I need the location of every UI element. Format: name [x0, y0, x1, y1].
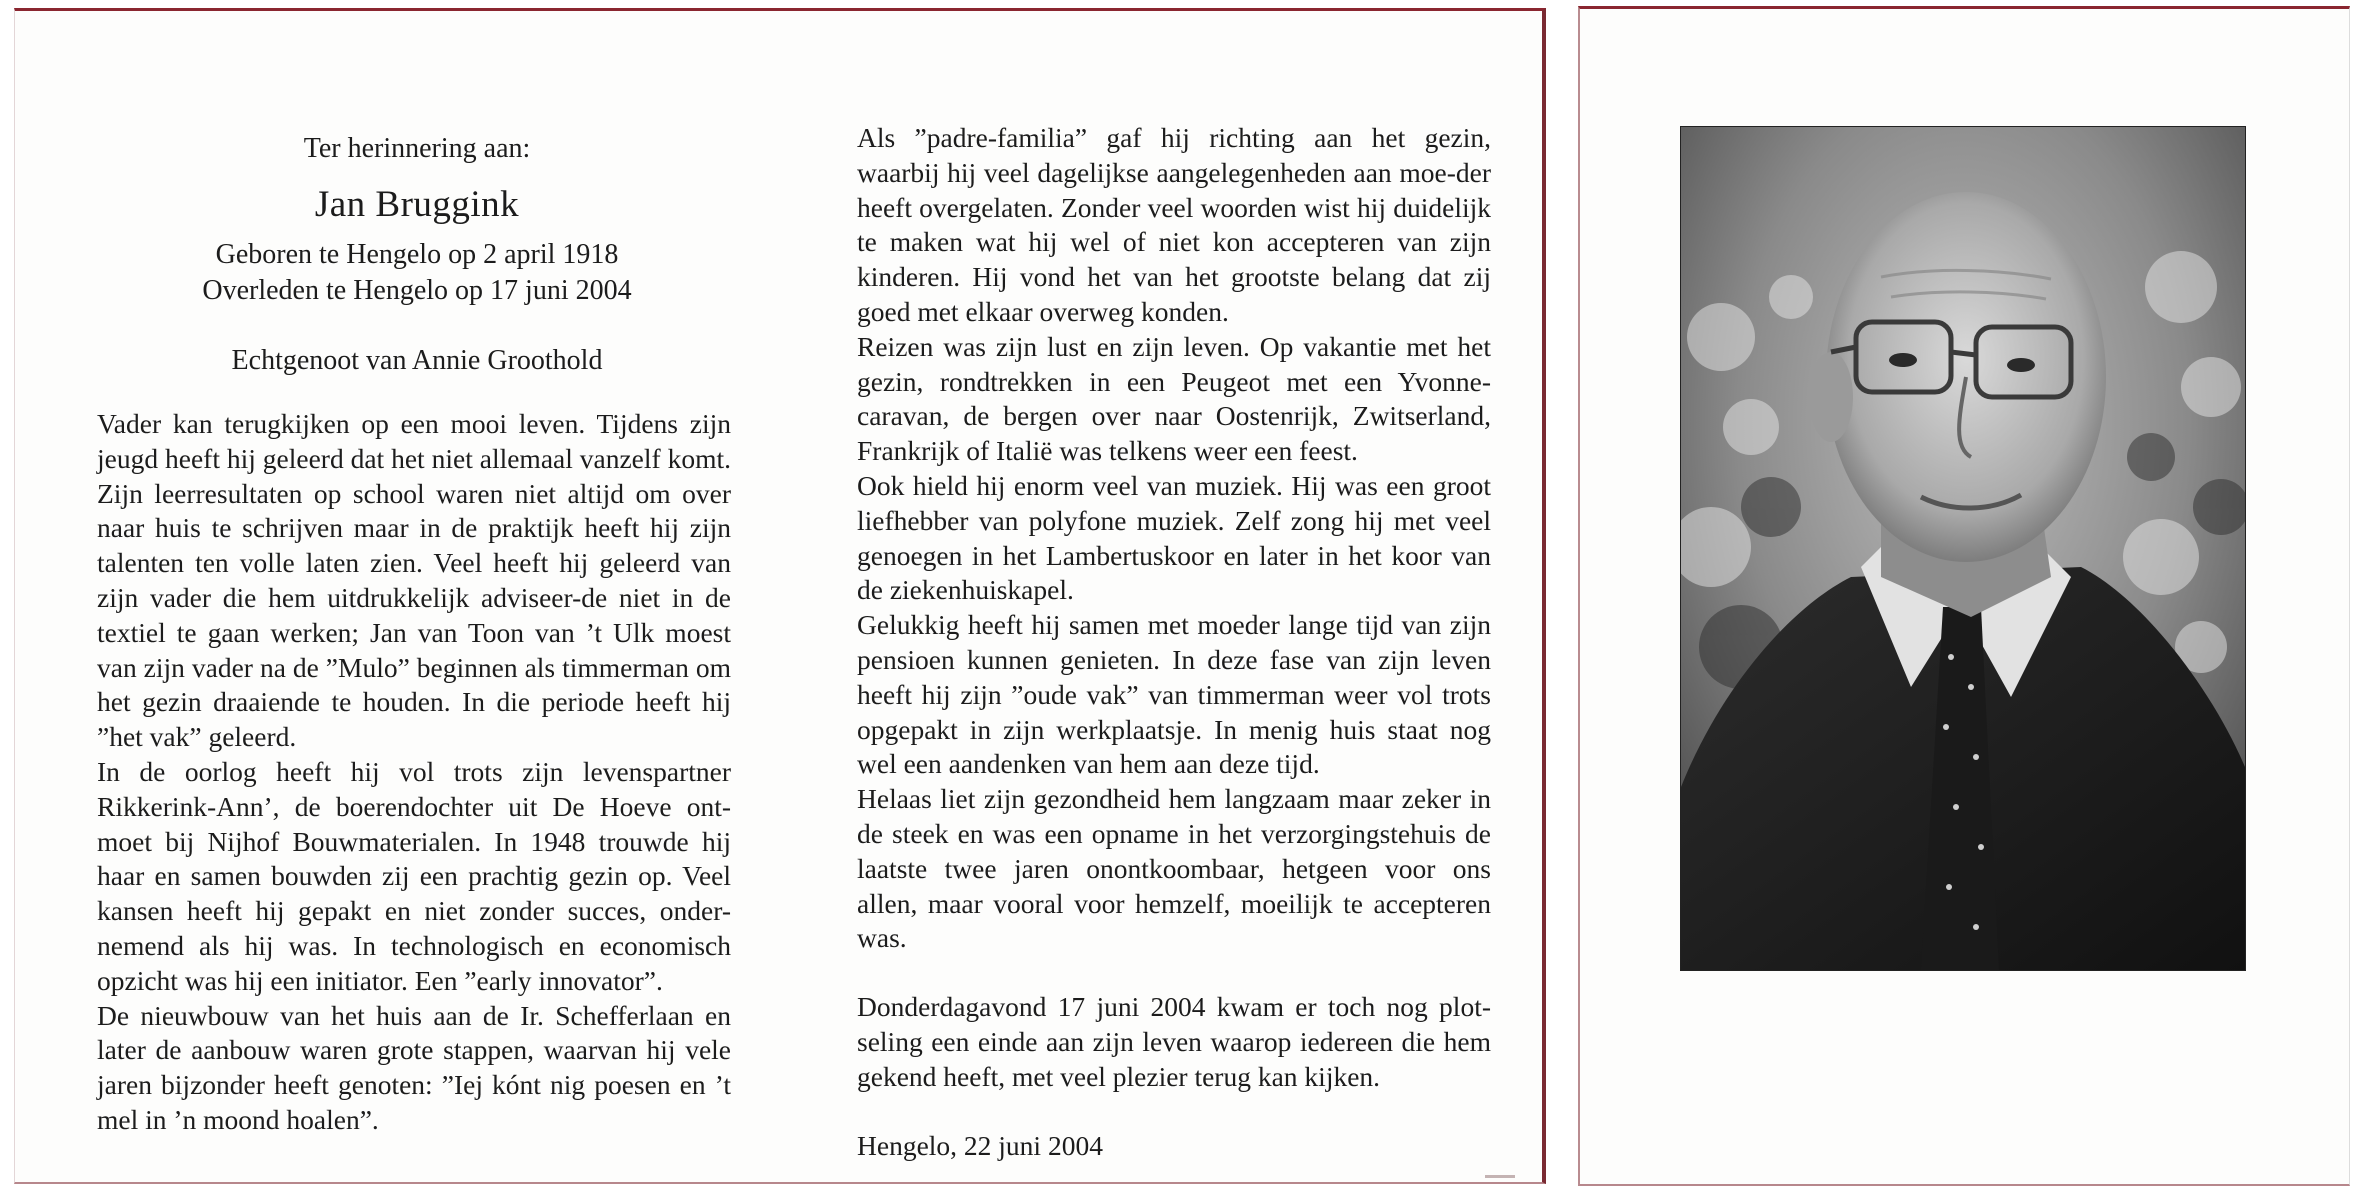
deceased-name: Jan Bruggink	[314, 184, 520, 225]
portrait-photo	[1680, 126, 2246, 971]
paper-scuff	[1485, 1175, 1515, 1178]
paragraph: De nieuwbouw van het huis aan de Ir. Schefferlaan en later de aanbouw waren grote stappen, waarvan hij vele jaren bijzonder heeft genoten: ”Iej kónt nig poesen en ’t mel in ’n moond hoalen”.	[97, 999, 731, 1135]
paragraph: Als ”padre-familia” gaf hij richting aan het gezin, waarbij hij veel dagelijkse aangelegenheden aan moe-der heeft overgelaten. Zonder veel woorden wist hij duidelijk te maken wat hij wel of niet kon accepteren van zijn kinderen. Hij vond het van het grootste belang dat zij goed met elkaar overweg konden.	[857, 122, 1491, 327]
place-date-line: Hengelo, 22 juni 2004	[857, 1129, 1103, 1161]
memorial-card-text-page	[14, 8, 1546, 1184]
paragraph: Ook hield hij enorm veel van muziek. Hij was een groot liefhebber van polyfone muziek. Zelf zong hij met veel genoegen in het Lambertuskoor en later in het koor van de ziekenhuiskapel.	[857, 469, 1491, 606]
paragraph: Helaas liet zijn gezondheid hem langzaam maar zeker in de steek en was een opname in het verzorgingstehuis de laatste twee jaren onontkoombaar, hetgeen voor ons allen, maar vooral voor hemzelf, moeilijk te accepteren was.	[857, 783, 1491, 954]
paragraph: Vader kan terugkijken op een mooi leven. Tijdens zijn jeugd heeft hij geleerd dat het niet allemaal vanzelf komt. Zijn leerresultaten op school waren niet altijd om over naar huis te schrijven maar in de praktijk heeft hij zijn talenten ten volle laten zien. Veel heeft hij geleerd van zijn vader die hem uitdrukkelijk adviseer-de niet in de textiel te gaan werken; Jan van Toon van ’t Ulk moest van zijn vader na de ”Mulo” beginnen als timmerman om het gezin draaiende te houden. In die periode heeft hij ”het vak” geleerd.	[97, 408, 731, 753]
left-text-column	[97, 407, 731, 1138]
paragraph: In de oorlog heeft hij vol trots zijn levenspartner Rikkerink-Ann’, de boerendochter uit De Hoeve ont-moet bij Nijhof Bouwmaterialen. In 1948 trouwde hij haar en samen bouwden zij een prachtig gezin op. Veel kansen heeft hij gepakt en niet zonder succes, onder-nemend als hij was. In technologisch en economisch opzicht was hij een initiator. Een ”early innovator”.	[97, 755, 731, 996]
intro-line: Ter herinnering aan:	[303, 133, 531, 164]
death-line: Overleden te Hengelo op 17 juni 2004	[202, 275, 632, 306]
birth-line: Geboren te Hengelo op 2 april 1918	[215, 239, 619, 270]
paragraph: Reizen was zijn lust en zijn leven. Op vakantie met het gezin, rondtrekken in een Peugeot met een Yvonne-caravan, de bergen over naar Oostenrijk, Zwitserland, Frankrijk of Italië was telkens weer een feest.	[857, 330, 1491, 467]
paragraph: Gelukkig heeft hij samen met moeder lange tijd van zijn pensioen kunnen genieten. In deze fase van zijn leven heeft hij zijn ”oude vak” van timmerman weer vol trots opgepakt in zijn werkplaatsje. In menig huis staat nog wel een aandenken van hem aan deze tijd.	[857, 609, 1491, 780]
spouse-line: Echtgenoot van Annie Groothold	[231, 345, 603, 376]
right-text-column	[857, 121, 1491, 1163]
closing-paragraph: Donderdagavond 17 juni 2004 kwam er toch nog plot-seling een einde aan zijn leven waarop iedereen die hem gekend heeft, met veel plezier terug kan kijken.	[857, 991, 1491, 1092]
